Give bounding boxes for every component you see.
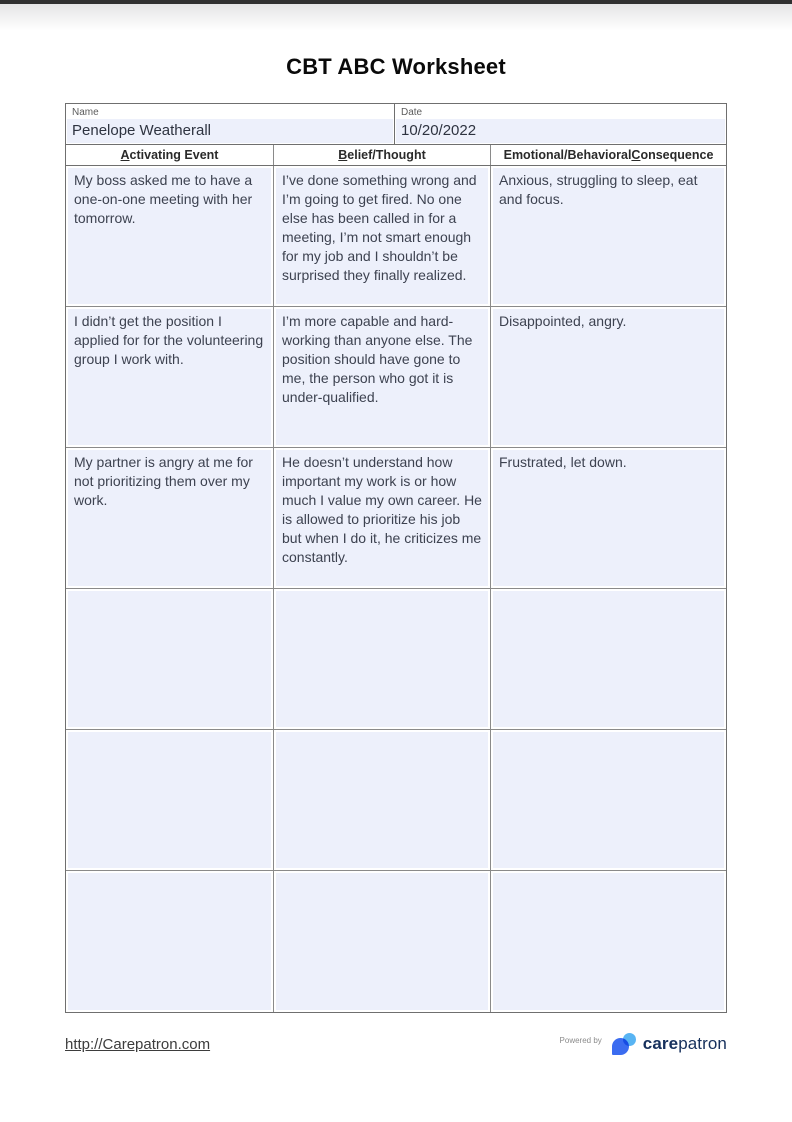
page-top-shadow [0,4,792,31]
consequence-field[interactable] [493,873,724,1010]
table-row [66,871,726,1012]
name-date-row [66,104,726,145]
column-header-belief-thought [274,145,491,165]
brand-wordmark-care: care [642,1034,679,1053]
consequence-field[interactable]: Frustrated, let down. [493,450,724,586]
consequence-cell [491,730,726,870]
consequence-field[interactable]: Disappointed, angry. [493,309,724,445]
date-input[interactable]: 10/20/2022 [396,119,725,143]
date-field-cell [395,104,726,144]
belief-thought-cell [274,730,491,870]
powered-by-label: Powered by [559,1035,602,1045]
brand-wordmark-patron: patron [678,1034,727,1053]
activating-event-field[interactable]: I didn’t get the position I applied for for the volunteering group I work with. [68,309,271,445]
consequence-cell [491,871,726,1012]
header-rest: onsequence [640,148,714,162]
header-lead-letter: B [338,148,348,162]
consequence-cell [491,589,726,729]
powered-by-brand [560,1032,727,1056]
header-lead-letter: A [120,148,130,162]
belief-thought-cell [274,307,491,447]
consequence-cell [491,448,726,588]
page-title: CBT ABC Worksheet [286,54,506,79]
belief-thought-field[interactable]: I’ve done something wrong and I’m going to get fired. No one else has been called in for a meeting, I’m not smart enough for my job and I shouldn’t be surprised they finally realized. [276,168,488,304]
column-header-activating-event [66,145,274,165]
activating-event-field[interactable] [68,732,271,868]
activating-event-field[interactable] [68,591,271,727]
carepatron-link[interactable]: http://Carepatron.com [65,1035,211,1053]
belief-thought-cell [274,166,491,306]
activating-event-field[interactable]: My boss asked me to have a one-on-one meeting with her tomorrow. [68,168,271,304]
header-lead-letter: C [631,148,641,162]
brand-wordmark [643,1034,727,1054]
activating-event-cell [66,166,274,306]
activating-event-cell [66,730,274,870]
table-row [66,589,726,730]
name-field-cell [66,104,395,144]
date-label: Date [401,107,423,118]
activating-event-field[interactable] [68,873,271,1010]
activating-event-field[interactable]: My partner is angry at me for not prioritizing them over my work. [68,450,271,586]
header-rest: ctivating Event [129,148,219,162]
activating-event-cell [66,871,274,1012]
abc-worksheet-table [65,103,727,1013]
table-row [66,166,726,307]
belief-thought-cell [274,589,491,729]
consequence-cell [491,307,726,447]
consequence-field[interactable] [493,591,724,727]
table-row [66,730,726,871]
name-input[interactable]: Penelope Weatherall [67,119,393,143]
belief-thought-field[interactable] [276,591,488,727]
consequence-field[interactable] [493,732,724,868]
belief-thought-cell [274,871,491,1012]
table-row [66,307,726,448]
belief-thought-field[interactable]: I’m more capable and hard-working than anyone else. The position should have gone to me, the person who got it is under-qualified. [276,309,488,445]
table-row [66,448,726,589]
column-header-row [66,145,726,166]
name-label: Name [72,107,99,118]
belief-thought-cell [274,448,491,588]
activating-event-cell [66,448,274,588]
activating-event-cell [66,307,274,447]
column-header-consequence [491,145,726,165]
consequence-cell [491,166,726,306]
page-footer [65,1030,727,1058]
carepatron-logo-icon [612,1032,639,1056]
consequence-field[interactable]: Anxious, struggling to sleep, eat and focus. [493,168,724,304]
belief-thought-field[interactable] [276,732,488,868]
logo-bubble-right [623,1033,636,1046]
activating-event-cell [66,589,274,729]
belief-thought-field[interactable] [276,873,488,1010]
belief-thought-field[interactable]: He doesn’t understand how important my work is or how much I value my own career. He is allowed to prioritize his job but when I do it, he criticizes me constantly. [276,450,488,586]
header-pre: Emotional/Behavioral [503,148,632,162]
header-rest: elief/Thought [347,148,426,162]
